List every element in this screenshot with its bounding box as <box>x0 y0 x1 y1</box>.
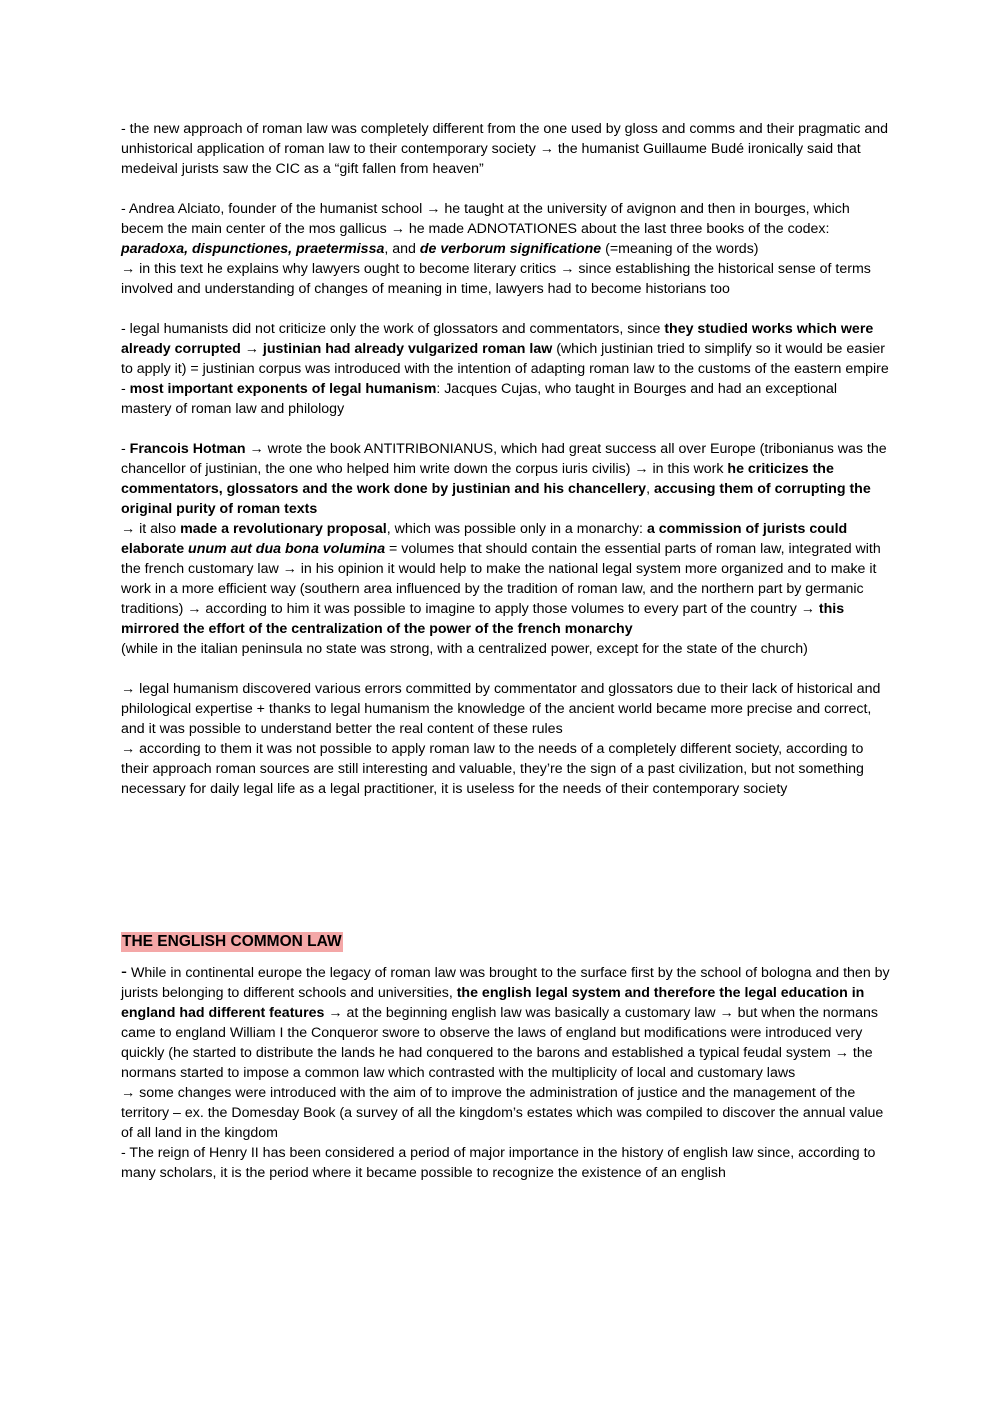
paragraph-legal-humanists: - legal humanists did not criticize only the work of glossators and commentators, since they studied works which were already corrupted → justinian had already vulgarized roman law (which justinian tried to simplify so it would be easier to apply it) = justinian corpus was introduced with the intention of adapting roman law to the customs of the eastern empire - most important exponents of legal humanism: Jacques Cujas, who taught in Bourges and had an exceptional mastery of roman law and philology <box>121 321 889 417</box>
section-heading: THE ENGLISH COMMON LAW <box>122 933 342 950</box>
section-spacer <box>121 799 891 931</box>
paragraph-hotman: - Francois Hotman → wrote the book ANTITRIBONIANUS, which had great success all over Europe (tribonianus was the chancellor of justinian, the one who helped him write down the corpus iuris civilis) → in this work he criticizes the commentators, glossators and the work done by justinian and his chancellery, accusing them of corrupting the original purity of roman texts → it also made a revolutionary proposal, which was possible only in a monarchy: a commission of jurists could elaborate unum aut dua bona volumina = volumes that should contain the essential parts of roman law, integrated with the french customary law → in his opinion it would help to make the national legal system more organized and to make it work in a more efficient way (southern area influenced by the tradition of roman law, and the northern part by germanic traditions) → according to him it was possible to imagine to apply those volumes to every part of the country → this mirrored the effort of the centralization of the power of the french monarchy (while in the italian peninsula no state was strong, with a centralized power, except for the state of the church) <box>121 441 887 657</box>
paragraph-gap <box>121 659 891 679</box>
paragraph-alciato: - Andrea Alciato, founder of the humanist school → he taught at the university of avignon and then in bourges, which becem the main center of the mos gallicus → he made ADNOTATIONES about the last three books of the codex: paradoxa, dispunctiones, praetermissa, and de verborum significatione (=meaning of the words) → in this text he explains why lawyers ought to become literary critics → since establishing the historical sense of terms involved and understanding of changes of meaning in time, lawyers had to become historians too <box>121 201 871 297</box>
section-heading-row <box>121 931 891 953</box>
paragraph-english-law: - While in continental europe the legacy of roman law was brought to the surface first by the school of bologna and then by jurists belonging to different schools and universities, the english legal system and therefore the legal education in england had different features → at the beginning english law was basically a customary law → but when the normans came to england William I the Conqueror swore to observe the laws of england but modifications were introduced very quickly (he started to distribute the lands he had conquered to the barons and established a typical feudal system → the normans started to impose a common law which contrasted with the multiplicity of local and customary laws → some changes were introduced with the aim of to improve the administration of justice and the management of the territory – ex. the Domesday Book (a survey of all the kingdom’s estates which was compiled to discover the annual value of all land in the kingdom - The reign of Henry II has been considered a period of major importance in the history of english law since, according to many scholars, it is the period where it became possible to recognize the existence of an english <box>121 961 890 1181</box>
paragraph-gap <box>121 419 891 439</box>
document-page <box>121 119 891 1183</box>
paragraph-gap <box>121 299 891 319</box>
paragraph-gap <box>121 179 891 199</box>
paragraph-errors: → legal humanism discovered various errors committed by commentator and glossators due to their lack of historical and philological expertise + thanks to legal humanism the knowledge of the ancient world became more precise and correct, and it was possible to understand better the real content of these rules → according to them it was not possible to apply roman law to the needs of a completely different society, according to their approach roman sources are still interesting and valuable, they’re the sign of a past civilization, but not something necessary for daily legal life as a legal practitioner, it is useless for the needs of their contemporary society <box>121 681 881 797</box>
paragraph-new-approach: - the new approach of roman law was completely different from the one used by gloss and comms and their pragmatic and unhistorical application of roman law to their contemporary society → the humanist Guillaume Budé ironically said that medeival jurists saw the CIC as a “gift fallen from heaven” <box>121 121 889 177</box>
